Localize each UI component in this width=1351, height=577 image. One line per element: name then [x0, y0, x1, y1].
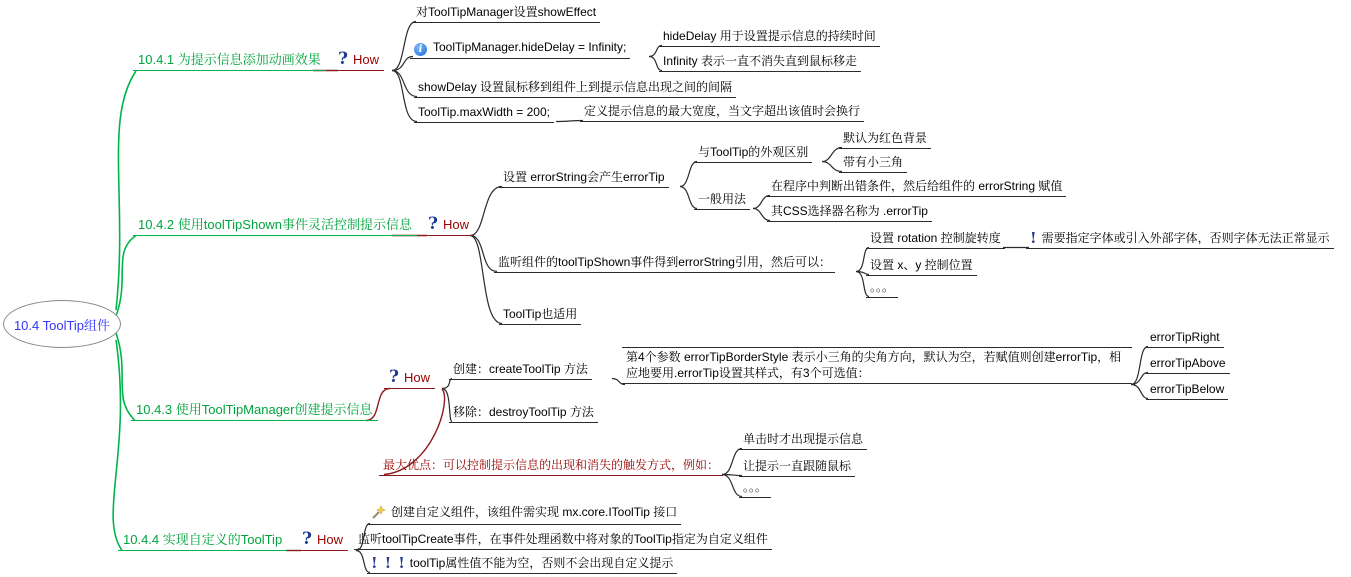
warning-icon: !: [371, 554, 378, 572]
section-10-4-2[interactable]: 10.4.2 使用toolTipShown事件灵活控制提示信息: [133, 217, 417, 236]
node-create-method[interactable]: 创建：createToolTip 方法: [449, 362, 592, 380]
node-tooltip-also[interactable]: ToolTip也适用: [499, 307, 581, 325]
section-10-4-3[interactable]: 10.4.3 使用ToolTipManager创建提示信息: [131, 402, 378, 421]
font-warning-label: 需要指定字体或引入外部字体，否则字体无法正常显示: [1041, 231, 1330, 245]
node-error-string[interactable]: 设置 errorString会产生errorTip: [499, 170, 669, 188]
node-ellipsis-2[interactable]: 。。。: [866, 280, 898, 298]
node-listen-create[interactable]: 监听toolTipCreate事件，在事件处理函数中将对象的ToolTip指定为自定义组件: [354, 532, 772, 550]
node-ellipsis-3[interactable]: 。。。: [739, 480, 771, 498]
node-appearance-diff[interactable]: 与ToolTip的外观区别: [694, 145, 812, 163]
node-show-delay[interactable]: showDelay 设置鼠标移到组件上到提示信息出现之间的间隔: [414, 80, 736, 98]
node-general-usage[interactable]: 一般用法: [694, 192, 750, 210]
node-font-warning[interactable]: [1026, 231, 1334, 249]
node-max-width-desc[interactable]: 定义提示信息的最大宽度，当文字超出该值时会换行: [580, 104, 864, 122]
node-advantage[interactable]: 最大优点：可以控制提示信息的出现和消失的触发方式，例如：: [379, 458, 723, 476]
edge: [116, 71, 136, 310]
node-param4[interactable]: 第4个参数 errorTipBorderStyle 表示小三角的尖角方向，默认为空，若赋值则创建errorTip，相应地要用.errorTip设置其样式，有3个可选值：: [622, 347, 1132, 384]
hide-delay-code-label: ToolTipManager.hideDelay = Infinity;: [433, 40, 627, 54]
root-node[interactable]: [3, 300, 121, 348]
wand-icon: [371, 505, 386, 520]
node-css-selector[interactable]: 其CSS选择器名称为 .errorTip: [767, 204, 932, 222]
node-small-triangle[interactable]: 带有小三角: [839, 155, 907, 173]
how-label: How: [403, 370, 430, 385]
warning-icon: !: [384, 554, 392, 572]
edge: [113, 340, 122, 551]
how-node-3[interactable]: [384, 367, 435, 389]
node-error-tip-above[interactable]: errorTipAbove: [1146, 356, 1230, 374]
edge: [470, 236, 502, 324]
node-judge-error[interactable]: 在程序中判断出错条件，然后给组件的 errorString 赋值: [767, 179, 1066, 197]
edge: [442, 379, 452, 389]
node-not-empty[interactable]: [367, 556, 677, 574]
section-10-4-1[interactable]: 10.4.1 为提示信息添加动画效果: [133, 52, 326, 71]
node-click-show[interactable]: 单击时才出现提示信息: [739, 432, 867, 450]
edge: [470, 236, 497, 272]
how-label: How: [316, 532, 343, 547]
help-icon: ?: [389, 367, 399, 387]
edge: [680, 162, 697, 187]
info-icon: i: [414, 43, 427, 56]
node-follow-mouse[interactable]: 让提示一直跟随鼠标: [739, 459, 855, 477]
how-label: How: [442, 217, 469, 232]
edge: [116, 236, 136, 317]
node-error-tip-right[interactable]: errorTipRight: [1146, 330, 1224, 348]
node-show-effect[interactable]: 对ToolTipManager设置showEffect: [412, 5, 600, 23]
not-empty-label: toolTip属性值不能为空，否则不会出现自定义提示: [409, 556, 674, 570]
root-label: 10.4 ToolTip组件: [13, 317, 111, 333]
node-red-bg[interactable]: 默认为红色背景: [839, 131, 931, 149]
create-custom-label: 创建自定义组件，该组件需实现 mx.core.IToolTip 接口: [391, 505, 678, 519]
node-max-width-code[interactable]: ToolTip.maxWidth = 200;: [414, 105, 554, 123]
warning-icon: !: [1030, 229, 1037, 247]
node-xy-position[interactable]: 设置 x、y 控制位置: [866, 258, 977, 276]
warning-icon: !: [398, 554, 405, 572]
edge: [556, 121, 583, 122]
how-node-4[interactable]: [297, 529, 348, 551]
node-create-custom[interactable]: [367, 505, 681, 525]
how-node-2[interactable]: [423, 214, 474, 236]
edge: [470, 187, 502, 236]
help-icon: ?: [338, 49, 348, 69]
node-hide-delay-code[interactable]: [410, 40, 630, 59]
node-error-tip-below[interactable]: errorTipBelow: [1146, 382, 1228, 400]
help-icon: ?: [302, 529, 312, 549]
help-icon: ?: [428, 214, 438, 234]
node-remove-method[interactable]: 移除：destroyToolTip 方法: [449, 405, 598, 423]
how-node-1[interactable]: [333, 49, 384, 71]
node-listen-shown[interactable]: 监听组件的toolTipShown事件得到errorString引用，然后可以：: [494, 255, 835, 273]
section-10-4-4[interactable]: 10.4.4 实现自定义的ToolTip: [118, 532, 287, 551]
node-rotation[interactable]: 设置 rotation 控制旋转度: [866, 231, 1005, 249]
node-infinity-desc[interactable]: Infinity 表示一直不消失直到鼠标移走: [659, 54, 861, 72]
node-hide-delay-desc[interactable]: hideDelay 用于设置提示信息的持续时间: [659, 29, 880, 47]
how-label: How: [352, 52, 379, 67]
